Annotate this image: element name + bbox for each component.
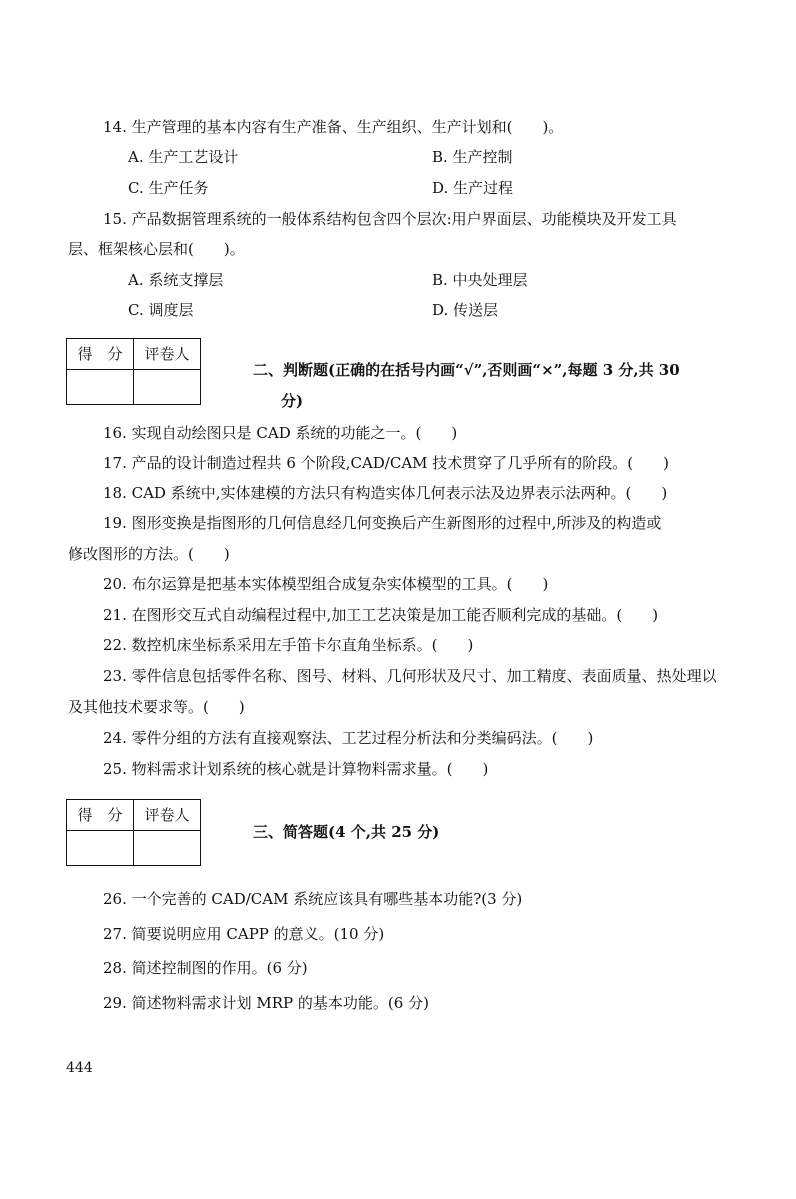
grader-cell [134,831,201,866]
score-table-section-3 [66,799,201,866]
question-15-option-b: B. 中央处理层 [432,271,528,289]
question-15-option-a: A. 系统支撑层 [128,271,224,289]
score-header: 得 分 [67,339,134,370]
grader-header: 评卷人 [134,800,201,831]
question-19-line2: 修改图形的方法。( ) [68,545,230,563]
question-25: 25. 物料需求计划系统的核心就是计算物料需求量。( ) [103,760,489,778]
section-2-title-line1: 二、判断题(正确的在括号内画“√”,否则画“×”,每题 3 分,共 30 [253,361,680,379]
score-cell [67,370,134,405]
question-21: 21. 在图形交互式自动编程过程中,加工工艺决策是加工能否顺利完成的基础。( ) [103,606,659,624]
question-14-option-d: D. 生产过程 [432,179,514,197]
section-2-title-line2: 分) [281,392,304,410]
section-3-title: 三、简答题(4 个,共 25 分) [253,823,440,841]
question-14-option-c: C. 生产任务 [128,179,209,197]
score-header: 得 分 [67,800,134,831]
question-15-option-c: C. 调度层 [128,301,194,319]
question-17: 17. 产品的设计制造过程共 6 个阶段,CAD/CAM 技术贯穿了几乎所有的阶段。( ) [103,454,670,472]
question-19-line1: 19. 图形变换是指图形的几何信息经几何变换后产生新图形的过程中,所涉及的构造或 [103,514,662,532]
grader-cell [134,370,201,405]
question-27: 27. 简要说明应用 CAPP 的意义。(10 分) [103,925,385,943]
question-16: 16. 实现自动绘图只是 CAD 系统的功能之一。( ) [103,424,458,442]
question-29: 29. 简述物料需求计划 MRP 的基本功能。(6 分) [103,994,429,1012]
question-18: 18. CAD 系统中,实体建模的方法只有构造实体几何表示法及边界表示法两种。( ) [103,484,668,502]
question-20: 20. 布尔运算是把基本实体模型组合成复杂实体模型的工具。( ) [103,575,549,593]
question-22: 22. 数控机床坐标系采用左手笛卡尔直角坐标系。( ) [103,636,474,654]
question-14-option-a: A. 生产工艺设计 [128,148,239,166]
question-15-stem-line2: 层、框架核心层和( )。 [68,240,245,258]
question-23-line2: 及其他技术要求等。( ) [68,698,245,716]
question-14-option-b: B. 生产控制 [432,148,513,166]
question-26: 26. 一个完善的 CAD/CAM 系统应该具有哪些基本功能?(3 分) [103,890,523,908]
score-cell [67,831,134,866]
question-15-stem-line1: 15. 产品数据管理系统的一般体系结构包含四个层次:用户界面层、功能模块及开发工具 [103,210,677,228]
question-14-stem: 14. 生产管理的基本内容有生产准备、生产组织、生产计划和( )。 [103,118,564,136]
question-24: 24. 零件分组的方法有直接观察法、工艺过程分析法和分类编码法。( ) [103,729,594,747]
question-23-line1: 23. 零件信息包括零件名称、图号、材料、几何形状及尺寸、加工精度、表面质量、热处理以 [103,667,717,685]
question-15-option-d: D. 传送层 [432,301,499,319]
question-28: 28. 简述控制图的作用。(6 分) [103,959,308,977]
score-table-section-2 [66,338,201,405]
grader-header: 评卷人 [134,339,201,370]
page-number: 444 [66,1060,93,1076]
